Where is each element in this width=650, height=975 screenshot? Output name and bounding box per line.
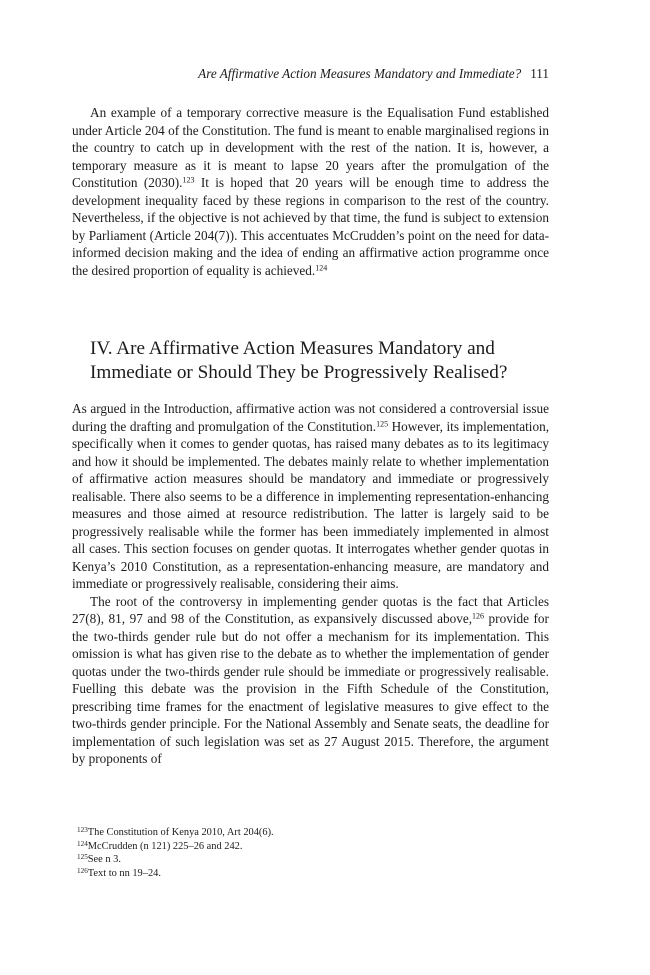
paragraph-text: An example of a temporary corrective measure is the Equalisation Fund established under Article 204 of the Constitution. The fund is meant to enable marginalised regions in the country to catch up in development with the rest of the nation. It is, however, a temporary measure as it is meant to lapse 20 years after the promulgation of the Constitution (2030).	[72, 105, 549, 190]
section-heading-line-1: IV. Are Affirmative Action Measures Mandatory and	[90, 338, 495, 359]
running-head	[72, 66, 549, 82]
footnote-text: The Constitution of Kenya 2010, Art 204(6).	[87, 827, 274, 838]
paragraph-text: provide for the two-thirds gender rule but do not offer a mechanism for its implementation. This omission is what has given rise to the debate as to whether the implementation of gender quotas under the two-thirds gender rule should be immediate or progressively realisable. Fuelling this debate was the provision in the Fifth Schedule of the Constitution, prescribing time frames for the enactment of legislative measures to give effect to the two-thirds gender principle. For the National Assembly and Senate seats, the deadline for implementation of such legislation was set as 27 August 2015. Therefore, the argument by proponents of	[72, 611, 549, 766]
footnote-text: McCrudden (n 121) 225–26 and 242.	[87, 840, 243, 852]
paragraph-text: The root of the controversy in implementing gender quotas is the fact that Articles 27(8), 81, 97 and 98 of the Constitution, as expansively discussed above,	[72, 593, 549, 626]
paragraph-controversy	[72, 593, 549, 768]
running-head-title: Are Affirmative Action Measures Mandatory and Immediate?	[198, 66, 522, 81]
footnote-ref-125[interactable]: 125	[376, 419, 389, 428]
footnote	[77, 853, 549, 867]
footnote-text: See n 3.	[87, 854, 121, 866]
section-heading-line-2: Immediate or Should They be Progressively Realised?	[90, 362, 508, 383]
footnote	[77, 826, 549, 840]
footnote-ref-123[interactable]: 123	[182, 175, 195, 185]
paragraph-text: As argued in the Introduction, affirmative action was not considered a controversial issue during the drafting and promulgation of the Constitution.	[72, 401, 549, 434]
footnote-number: 125	[77, 853, 88, 862]
page-number: 111	[530, 66, 549, 81]
footnote-number: 123	[77, 826, 88, 834]
paragraph-text: However, its implementation, specifically when it comes to gender quotas, has raised many debates as to its legitimacy and how it should be implemented. The debates mainly relate to whether implementation of affirmative action measures should be mandatory and immediate or progressively realisable. There also seems to be a difference in implementing representation-enhancing measures and those aimed at resource redistribution. The latter is largely said to be progressively realisable while the former has been immediately implemented in almost all cases. This section focuses on gender quotas. It interrogates whether gender quotas in Kenya’s 2010 Constitution, as a representation-enhancing measure, are mandatory and immediate or progressively realisable, considering their aims.	[72, 418, 550, 591]
footnote-ref-124[interactable]: 124	[315, 263, 328, 272]
footnote-ref-126[interactable]: 126	[472, 611, 485, 621]
footnote	[77, 840, 549, 854]
footnote	[77, 867, 549, 881]
section-heading	[90, 337, 549, 385]
footnote-number: 124	[77, 839, 88, 848]
paragraph-equalisation-fund	[72, 104, 549, 279]
footnotes	[77, 826, 549, 880]
section-body	[72, 400, 549, 768]
footnote-number: 126	[77, 866, 88, 875]
footnote-text: Text to nn 19–24.	[87, 867, 161, 879]
paragraph-text: It is hoped that 20 years will be enough time to address the development inequality faced by these regions in comparison to the rest of the country. Nevertheless, if the objective is not achieved by that time, the fund is subject to extension by Parliament (Article 204(7)). This accentuates McCrudden’s point on the need for data-informed decision making and the idea of ending an affirmative action programme once the desired proportion of equality is achieved.	[72, 175, 549, 278]
paragraph-introduction	[72, 400, 549, 593]
